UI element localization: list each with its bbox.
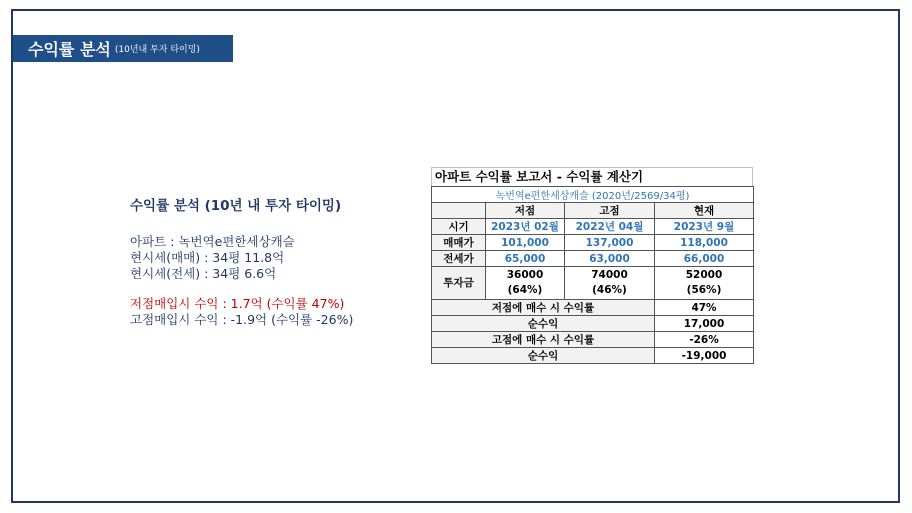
- table-row: [432, 348, 754, 364]
- table-row: [432, 219, 754, 235]
- investment-amount: 52000: [685, 269, 723, 281]
- apartment-name: 아파트 : 녹번역e편한세상캐슬: [130, 234, 295, 249]
- summary-value: -26%: [655, 332, 754, 348]
- title-banner: [13, 35, 233, 62]
- table-row: [432, 267, 754, 300]
- table-row: [432, 332, 754, 348]
- column-header-current: 현재: [655, 203, 754, 219]
- table-cell: 2023년 02월: [486, 219, 565, 235]
- report-title: 아파트 수익률 보고서 - 수익률 계산기: [431, 167, 753, 186]
- summary-value: -19,000: [655, 348, 754, 364]
- table-row: [432, 300, 754, 316]
- table-cell: [486, 267, 565, 300]
- table-row: [432, 203, 754, 219]
- investment-ratio: (64%): [507, 284, 543, 296]
- investment-ratio: (46%): [592, 284, 627, 296]
- low-buy-profit: 저점매입시 수익 : 1.7억 (수익률 47%): [130, 296, 345, 311]
- column-header-low: 저점: [486, 203, 565, 219]
- table-cell: 63,000: [565, 251, 655, 267]
- table-cell: 101,000: [486, 235, 565, 251]
- table-row: [432, 316, 754, 332]
- summary-value: 47%: [655, 300, 754, 316]
- investment-amount: 74000: [591, 269, 628, 281]
- summary-label: 순수익: [432, 316, 655, 332]
- table-cell: 137,000: [565, 235, 655, 251]
- table-cell: 2022년 04월: [565, 219, 655, 235]
- summary-value: 17,000: [655, 316, 754, 332]
- table-row: [432, 235, 754, 251]
- return-report: [431, 167, 753, 364]
- investment-ratio: (56%): [686, 284, 722, 296]
- row-label-investment: 투자금: [432, 267, 486, 300]
- table-cell: [655, 267, 754, 300]
- banner-title: 수익률 분석: [28, 40, 111, 59]
- column-header-high: 고점: [565, 203, 655, 219]
- table-cell: 118,000: [655, 235, 754, 251]
- summary-label: 순수익: [432, 348, 655, 364]
- report-subtitle: 녹번역e편한세상캐슬 (2020년/2569/34평): [432, 187, 754, 203]
- table-cell: 2023년 9월: [655, 219, 754, 235]
- investment-amount: 36000: [506, 269, 544, 281]
- row-label-sale: 매매가: [432, 235, 486, 251]
- summary-heading: 수익률 분석 (10년 내 투자 타이밍): [130, 198, 342, 214]
- table-cell: 66,000: [655, 251, 754, 267]
- high-buy-profit: 고점매입시 수익 : -1.9억 (수익률 -26%): [130, 312, 354, 327]
- empty-header-cell: [432, 203, 486, 219]
- table-cell: [565, 267, 655, 300]
- banner-subtitle: (10년내 투자 타이밍): [114, 45, 200, 55]
- current-sale-price: 현시세(매매) : 34평 11.8억: [130, 250, 285, 265]
- summary-label: 저점에 매수 시 수익률: [432, 300, 655, 316]
- table-row: [432, 187, 754, 203]
- current-jeonse-price: 현시세(전세) : 34평 6.6억: [130, 266, 277, 281]
- report-table: [431, 186, 754, 364]
- analysis-summary: [130, 194, 353, 328]
- table-cell: 65,000: [486, 251, 565, 267]
- summary-label: 고점에 매수 시 수익률: [432, 332, 655, 348]
- row-label-time: 시기: [432, 219, 486, 235]
- table-row: [432, 251, 754, 267]
- row-label-jeonse: 전세가: [432, 251, 486, 267]
